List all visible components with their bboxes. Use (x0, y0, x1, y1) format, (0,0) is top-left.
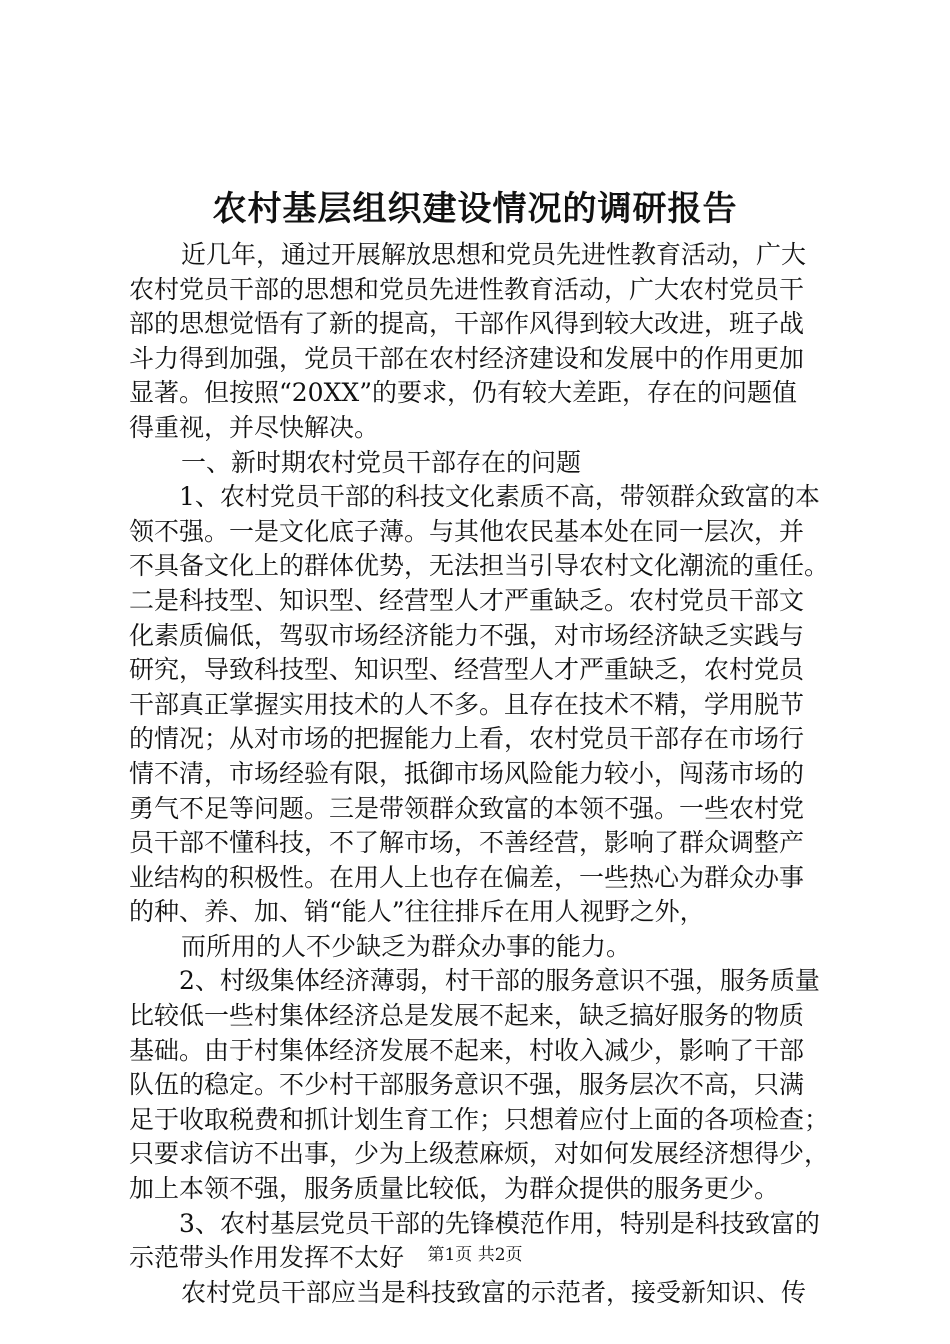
paragraph-line: 基础。由于村集体经济发展不起来，村收入减少，影响了干部 (129, 1035, 805, 1065)
paragraph-line: 员干部不懂科技，不了解市场，不善经营，影响了群众调整产 (129, 828, 805, 858)
paragraph-line: 示范带头作用发挥不太好 (129, 1243, 405, 1273)
paragraph-line: 只要求信访不出事，少为上级惹麻烦，对如何发展经济想得少， (129, 1139, 830, 1169)
paragraph-line: 显著。但按照“20XX”的要求，仍有较大差距，存在的问题值 (129, 378, 797, 408)
paragraph-line: 化素质偏低，驾驭市场经济能力不强，对市场经济缺乏实践与 (129, 620, 805, 650)
paragraph-line: 的情况；从对市场的把握能力上看，农村党员干部存在市场行 (129, 724, 805, 754)
paragraph-line: 研究，导致科技型、知识型、经营型人才严重缺乏，农村党员 (129, 655, 805, 685)
paragraph-line: 二是科技型、知识型、经营型人才严重缺乏。农村党员干部文 (129, 585, 805, 615)
paragraph-line: 而所用的人不少缺乏为群众办事的能力。 (181, 931, 632, 961)
paragraph-line: 情不清，市场经验有限，抵御市场风险能力较小，闯荡市场的 (129, 758, 805, 788)
paragraph-line: 足于收取税费和抓计划生育工作；只想着应付上面的各项检查； (129, 1104, 830, 1134)
page-footer: 第1页 共2页 (427, 1245, 523, 1265)
paragraph-line: 业结构的积极性。在用人上也存在偏差，一些热心为群众办事 (129, 862, 805, 892)
paragraph-line: 农村党员干部的思想和党员先进性教育活动，广大农村党员干 (129, 274, 805, 304)
paragraph-line: 勇气不足等问题。三是带领群众致富的本领不强。一些农村党 (129, 793, 805, 823)
paragraph-line: 部的思想觉悟有了新的提高，干部作风得到较大改进，班子战 (129, 309, 805, 339)
section-heading: 一、新时期农村党员干部存在的问题 (181, 447, 582, 477)
paragraph-line: 农村党员干部应当是科技致富的示范者，接受新知识、传 (181, 1277, 807, 1307)
paragraph-line: 加上本领不强，服务质量比较低，为群众提供的服务更少。 (129, 1174, 780, 1204)
document-title: 农村基层组织建设情况的调研报告 (212, 189, 738, 229)
paragraph-line: 的种、养、加、销“能人”往往排斥在用人视野之外， (129, 897, 705, 927)
paragraph-line: 2、村级集体经济薄弱，村干部的服务意识不强，服务质量 (179, 966, 820, 996)
document-body (129, 238, 833, 1310)
paragraph-line: 队伍的稳定。不少村干部服务意识不强，服务层次不高，只满 (129, 1070, 805, 1100)
paragraph-line: 不具备文化上的群体优势，无法担当引导农村文化潮流的重任。 (129, 551, 830, 581)
paragraph-line: 近几年，通过开展解放思想和党员先进性教育活动，广大 (181, 240, 807, 269)
paragraph-line: 3、农村基层党员干部的先锋模范作用，特别是科技致富的 (179, 1208, 820, 1238)
paragraph-line: 比较低一些村集体经济总是发展不起来，缺乏搞好服务的物质 (129, 1001, 805, 1031)
paragraph-line: 1、农村党员干部的科技文化素质不高，带领群众致富的本 (179, 482, 820, 512)
paragraph-line: 得重视，并尽快解决。 (129, 412, 380, 442)
paragraph-line: 领不强。一是文化底子薄。与其他农民基本处在同一层次，并 (129, 516, 805, 546)
paragraph-line: 斗力得到加强，党员干部在农村经济建设和发展中的作用更加 (129, 343, 805, 373)
paragraph-line: 干部真正掌握实用技术的人不多。且存在技术不精，学用脱节 (129, 689, 805, 719)
